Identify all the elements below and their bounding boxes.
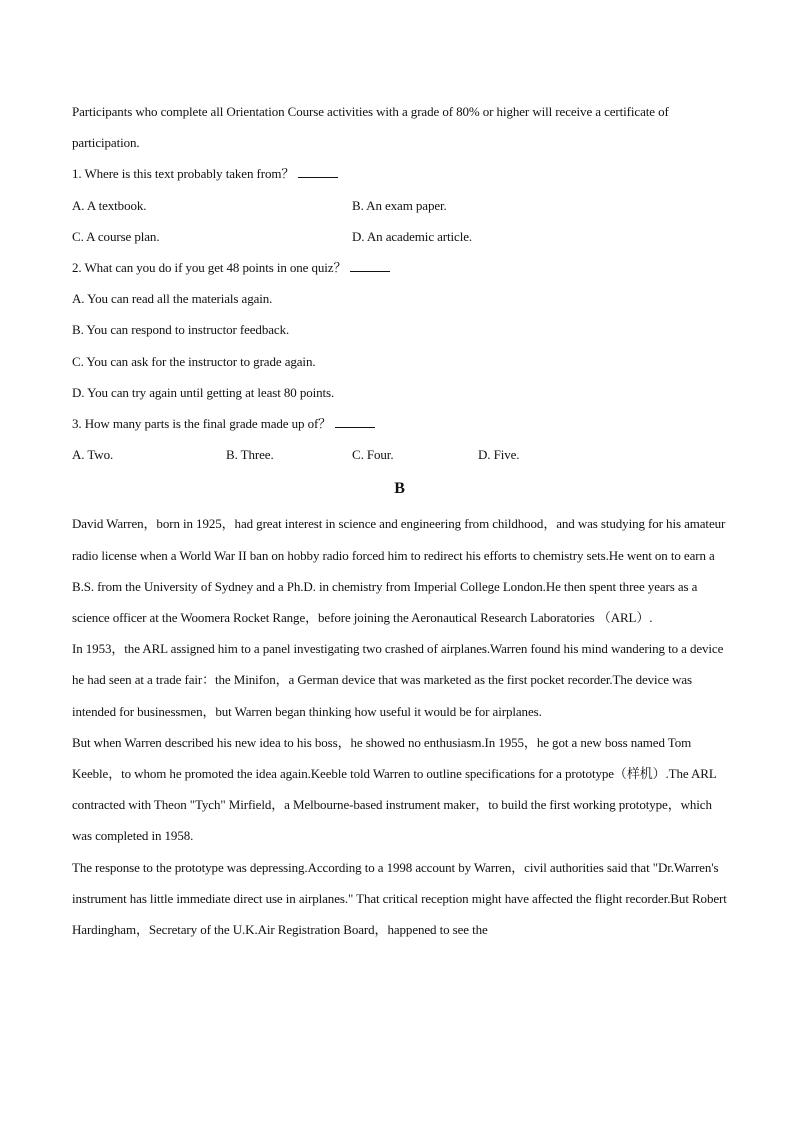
q3-option-a: A. Two. (72, 447, 114, 463)
section-b-title: B (394, 480, 405, 498)
section-b-paragraph-3: But when Warren described his new idea to his boss，he showed no enthusiasm.In 1955，he got a new boss named Tom Keeble，to whom he promoted the idea again.Keeble told Warren to outline specifications for a prototype（样机）.The ARL contracted with Theon "Tych" Mirfield，a Melbourne-based instrument maker，to build the first working prototype，which was completed in 1958. (72, 734, 717, 844)
question-1-stem: 1. Where is this text probably taken from？ (72, 158, 727, 189)
q1-option-a: A. A textbook. (72, 197, 147, 213)
question-1-options-row-2 (72, 221, 727, 252)
q2-option-a: A. You can read all the materials again. (72, 291, 273, 307)
q3-option-c: C. Four. (352, 447, 394, 463)
q1-option-c: C. A course plan. (72, 228, 160, 244)
q2-option-b: B. You can respond to instructor feedback. (72, 322, 290, 338)
intro-paragraph: Participants who complete all Orientation Course activities with a grade of 80% or higher will receive a certificate of participation. (72, 104, 669, 151)
q2-option-d: D. You can try again until getting at least 80 points. (72, 384, 335, 400)
section-b-paragraph-1: David Warren，born in 1925，had great interest in science and engineering from childhood，and was studying for his amateur radio license when a World War II ban on hobby radio forced him to redirect his efforts to chemistry sets.He went on to earn a B.S. from the University of Sydney and a Ph.D. in chemistry from Imperial College London.He then spent three years as a science officer at the Woomera Rocket Range，before joining the Aeronautical Research Laboratories （ARL）. (72, 516, 726, 626)
q2-option-c: C. You can ask for the instructor to grade again. (72, 353, 316, 369)
section-b-paragraph-2: In 1953，the ARL assigned him to a panel investigating two crashed of airplanes.Warren found his mind wandering to a device he had seen at a trade fair：the Minifon，a German device that was marketed as the first pocket recorder.The device was intended for businessmen，but Warren began thinking how useful it would be for airplanes. (72, 641, 724, 719)
question-3-stem: 3. How many parts is the final grade made up of？ (72, 408, 727, 439)
q3-option-d: D. Five. (478, 447, 520, 463)
q1-option-d: D. An academic article. (352, 228, 473, 244)
document-content (72, 96, 727, 945)
answer-blank-3 (335, 416, 375, 428)
question-2-stem: 2. What can you do if you get 48 points in one quiz？ (72, 252, 727, 283)
answer-blank-2 (350, 260, 390, 272)
section-b-paragraph-4: The response to the prototype was depressing.According to a 1998 account by Warren，civil authorities said that "Dr.Warren's instrument has little immediate direct use in airplanes." That critical reception might have affected the flight recorder.But Robert Hardingham，Secretary of the U.K.Air Registration Board，happened to see the (72, 859, 727, 938)
question-3-options-row (72, 439, 727, 470)
q1-option-b: B. An exam paper. (352, 197, 447, 213)
question-1-options-row-1 (72, 190, 727, 221)
q3-option-b: B. Three. (226, 447, 274, 463)
answer-blank-1 (298, 166, 338, 178)
